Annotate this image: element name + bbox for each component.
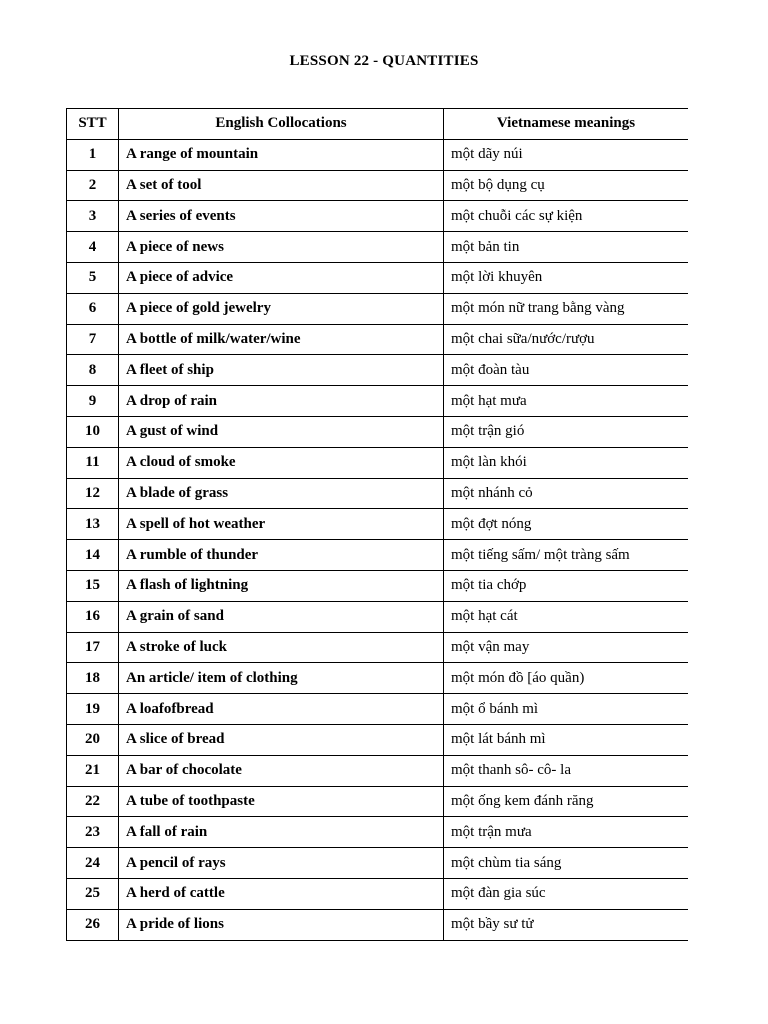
vietnamese-meaning: một làn khói	[444, 447, 689, 478]
english-collocation: A grain of sand	[119, 601, 444, 632]
row-number: 16	[67, 601, 119, 632]
collocations-table	[66, 108, 688, 941]
english-collocation: A flash of lightning	[119, 570, 444, 601]
table-body	[67, 139, 689, 940]
english-collocation: A fall of rain	[119, 817, 444, 848]
table-row	[67, 355, 689, 386]
vietnamese-meaning: một đàn gia súc	[444, 878, 689, 909]
header-vietnamese: Vietnamese meanings	[444, 109, 689, 140]
row-number: 19	[67, 694, 119, 725]
header-stt: STT	[67, 109, 119, 140]
vietnamese-meaning: một trận gió	[444, 416, 689, 447]
english-collocation: A stroke of luck	[119, 632, 444, 663]
vietnamese-meaning: một vận may	[444, 632, 689, 663]
vietnamese-meaning: một nhánh cỏ	[444, 478, 689, 509]
collocations-table-container	[66, 108, 688, 1024]
table-row	[67, 786, 689, 817]
vietnamese-meaning: một tiếng sấm/ một tràng sấm	[444, 540, 689, 571]
row-number: 4	[67, 232, 119, 263]
header-english: English Collocations	[119, 109, 444, 140]
vietnamese-meaning: một đoàn tàu	[444, 355, 689, 386]
english-collocation: A bottle of milk/water/wine	[119, 324, 444, 355]
row-number: 13	[67, 509, 119, 540]
row-number: 11	[67, 447, 119, 478]
row-number: 23	[67, 817, 119, 848]
table-row	[67, 509, 689, 540]
vietnamese-meaning: một lời khuyên	[444, 262, 689, 293]
english-collocation: A piece of gold jewelry	[119, 293, 444, 324]
document-title: LESSON 22 - QUANTITIES	[289, 53, 479, 69]
table-row	[67, 601, 689, 632]
vietnamese-meaning: một món nữ trang bằng vàng	[444, 293, 689, 324]
row-number: 22	[67, 786, 119, 817]
english-collocation: A pencil of rays	[119, 848, 444, 879]
english-collocation: A rumble of thunder	[119, 540, 444, 571]
english-collocation: A bar of chocolate	[119, 755, 444, 786]
table-row	[67, 170, 689, 201]
table-row	[67, 724, 689, 755]
table-row	[67, 663, 689, 694]
table-row	[67, 878, 689, 909]
english-collocation: A range of mountain	[119, 139, 444, 170]
english-collocation: A pride of lions	[119, 909, 444, 940]
vietnamese-meaning: một ống kem đánh răng	[444, 786, 689, 817]
table-row	[67, 540, 689, 571]
english-collocation: A cloud of smoke	[119, 447, 444, 478]
english-collocation: A spell of hot weather	[119, 509, 444, 540]
english-collocation: A slice of bread	[119, 724, 444, 755]
row-number: 24	[67, 848, 119, 879]
vietnamese-meaning: một món đồ [áo quần)	[444, 663, 689, 694]
english-collocation: A drop of rain	[119, 386, 444, 417]
row-number: 25	[67, 878, 119, 909]
vietnamese-meaning: một chùm tia sáng	[444, 848, 689, 879]
english-collocation: A piece of news	[119, 232, 444, 263]
table-row	[67, 386, 689, 417]
english-collocation: A tube of toothpaste	[119, 786, 444, 817]
vietnamese-meaning: một hạt mưa	[444, 386, 689, 417]
vietnamese-meaning: một bộ dụng cụ	[444, 170, 689, 201]
english-collocation: An article/ item of clothing	[119, 663, 444, 694]
table-row	[67, 416, 689, 447]
row-number: 20	[67, 724, 119, 755]
english-collocation: A herd of cattle	[119, 878, 444, 909]
table-row	[67, 570, 689, 601]
vietnamese-meaning: một trận mưa	[444, 817, 689, 848]
table-row	[67, 755, 689, 786]
table-row	[67, 848, 689, 879]
english-collocation: A gust of wind	[119, 416, 444, 447]
vietnamese-meaning: một lát bánh mì	[444, 724, 689, 755]
vietnamese-meaning: một ổ bánh mì	[444, 694, 689, 725]
row-number: 8	[67, 355, 119, 386]
row-number: 14	[67, 540, 119, 571]
english-collocation: A fleet of ship	[119, 355, 444, 386]
table-row	[67, 324, 689, 355]
vietnamese-meaning: một tia chớp	[444, 570, 689, 601]
vietnamese-meaning: một bản tin	[444, 232, 689, 263]
table-row	[67, 262, 689, 293]
row-number: 21	[67, 755, 119, 786]
table-row	[67, 909, 689, 940]
table-row	[67, 293, 689, 324]
vietnamese-meaning: một đợt nóng	[444, 509, 689, 540]
english-collocation: A blade of grass	[119, 478, 444, 509]
table-row	[67, 201, 689, 232]
row-number: 26	[67, 909, 119, 940]
table-row	[67, 478, 689, 509]
table-header-row	[67, 109, 689, 140]
row-number: 10	[67, 416, 119, 447]
vietnamese-meaning: một chuỗi các sự kiện	[444, 201, 689, 232]
table-row	[67, 447, 689, 478]
row-number: 6	[67, 293, 119, 324]
table-row	[67, 632, 689, 663]
english-collocation: A series of events	[119, 201, 444, 232]
vietnamese-meaning: một thanh sô- cô- la	[444, 755, 689, 786]
english-collocation: A loafofbread	[119, 694, 444, 725]
table-row	[67, 139, 689, 170]
row-number: 3	[67, 201, 119, 232]
row-number: 7	[67, 324, 119, 355]
english-collocation: A set of tool	[119, 170, 444, 201]
row-number: 5	[67, 262, 119, 293]
english-collocation: A piece of advice	[119, 262, 444, 293]
vietnamese-meaning: một hạt cát	[444, 601, 689, 632]
vietnamese-meaning: một bầy sư tử	[444, 909, 689, 940]
row-number: 12	[67, 478, 119, 509]
table-row	[67, 817, 689, 848]
row-number: 9	[67, 386, 119, 417]
row-number: 18	[67, 663, 119, 694]
row-number: 2	[67, 170, 119, 201]
vietnamese-meaning: một dãy núi	[444, 139, 689, 170]
table-row	[67, 232, 689, 263]
row-number: 15	[67, 570, 119, 601]
row-number: 17	[67, 632, 119, 663]
table-row	[67, 694, 689, 725]
vietnamese-meaning: một chai sữa/nước/rượu	[444, 324, 689, 355]
row-number: 1	[67, 139, 119, 170]
